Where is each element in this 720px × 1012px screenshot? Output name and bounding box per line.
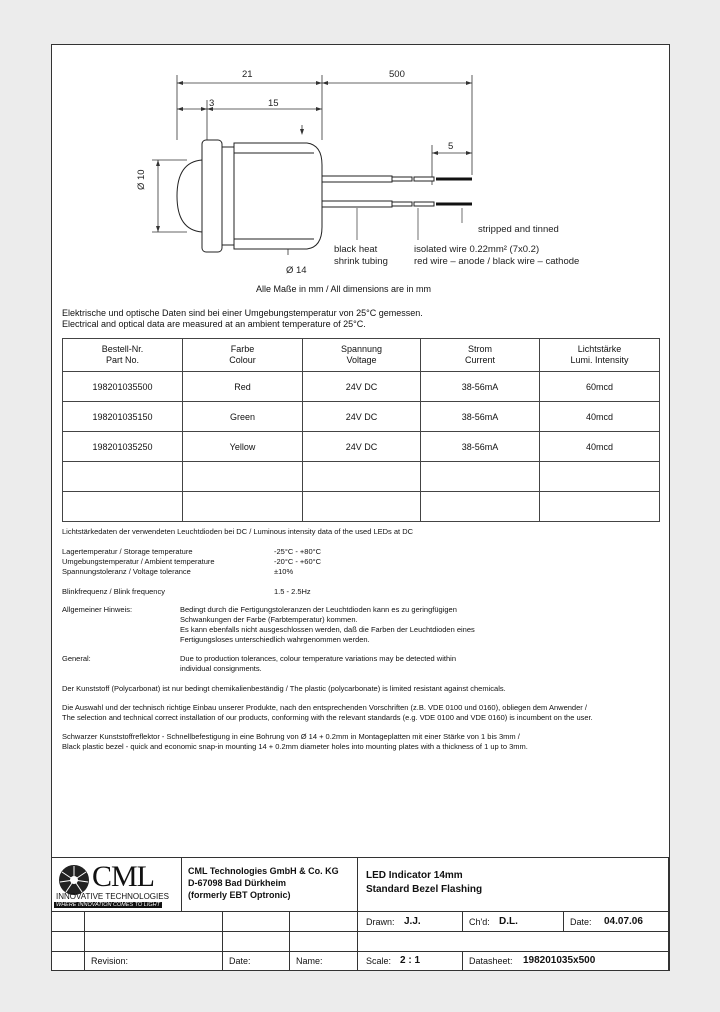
- voltage-tolerance-label: Spannungstoleranz / Voltage tolerance: [62, 567, 191, 576]
- scale-cell: [358, 952, 463, 971]
- drawn-cell: [358, 912, 463, 932]
- dim-15: 15: [268, 98, 279, 109]
- intro-de: Elektrische und optische Daten sind bei einer Umgebungstemperatur von 25°C gemessen.: [62, 308, 423, 318]
- dimensions-caption: Alle Maße in mm / All dimensions are in mm: [256, 284, 432, 294]
- label-black-heat: black heat: [334, 244, 378, 255]
- label-isolated-wire: isolated wire 0.22mm² (7x0.2): [414, 244, 540, 255]
- storage-value: -25°C - +80°C: [274, 547, 322, 556]
- table-row: [63, 402, 660, 432]
- dim-d14: Ø 14: [286, 265, 307, 276]
- cell-voltage: 24V DC: [303, 432, 421, 462]
- dim-5: 5: [448, 141, 454, 152]
- voltage-tolerance-value: ±10%: [274, 567, 294, 576]
- label-stripped: stripped and tinned: [478, 224, 559, 235]
- install-note-de: Die Auswahl und der technisch richtige Einbau unserer Produkte, nach den entsprechenden Vorschriften (z.B. VDE 0100 und 0160), obliegen dem Anwender /: [62, 703, 587, 712]
- storage-label: Lagertemperatur / Storage temperature: [62, 547, 193, 556]
- general-note-de-3: Es kann ebenfalls nicht ausgeschlossen werden, daß die Farben der Leuchtdioden eines: [180, 625, 475, 634]
- revision-cell: [85, 952, 223, 971]
- revision-date-cell: [223, 952, 290, 971]
- revision-label: Revision:: [91, 956, 129, 966]
- general-note-de-4: Fertigungsloses unterschiedlich wahrgenommen werden.: [180, 635, 370, 644]
- general-note-de-label: Allgemeiner Hinweis:: [62, 605, 133, 614]
- general-note-en-label: General:: [62, 654, 91, 663]
- date-label: Date:: [570, 917, 592, 927]
- company-former: (formerly EBT Optronic): [188, 890, 291, 900]
- company-cell: [182, 858, 358, 912]
- table-row: [63, 372, 660, 402]
- header-part-no: Bestell-Nr. Part No.: [63, 339, 183, 372]
- label-shrink-tubing: shrink tubing: [334, 256, 388, 267]
- cell-voltage: 24V DC: [303, 372, 421, 402]
- blink-value: 1.5 - 2.5Hz: [274, 587, 311, 596]
- general-note-de-1: Bedingt durch die Fertigungstoleranzen der Leuchtdioden kann es zu geringfügigen: [180, 605, 457, 614]
- date-value: 04.07.06: [604, 916, 643, 927]
- logo-tagline: WHERE INNOVATION COMES TO LIGHT: [56, 902, 161, 908]
- cell-voltage: 24V DC: [303, 402, 421, 432]
- bezel-note-en: Black plastic bezel - quick and economic snap-in mounting 14 + 0.2mm diameter holes into mounting plates with a thickness of 1 up to 3mm.: [62, 742, 528, 751]
- revision-name-cell: [290, 952, 358, 971]
- product-subtitle: Standard Bezel Flashing: [366, 884, 483, 895]
- intro-en: Electrical and optical data are measured at an ambient temperature of 25°C.: [62, 319, 366, 329]
- product-title: LED Indicator 14mm: [366, 870, 463, 881]
- general-note-en-2: individual consignments.: [180, 664, 262, 673]
- spec-table: [62, 338, 660, 522]
- datasheet-value: 198201035x500: [523, 955, 596, 966]
- bezel-note-de: Schwarzer Kunststoffreflektor - Schnellbefestigung in eine Bohrung von Ø 14 + 0.2mm in Montageplatten mit einer Stärke von 1 bis 3mm /: [62, 732, 520, 741]
- cell-intensity: 40mcd: [540, 432, 660, 462]
- logo-text: CML: [92, 860, 155, 893]
- datasheet-label: Datasheet:: [469, 956, 513, 966]
- title-cell: [358, 858, 669, 912]
- cell-current: 38-56mA: [421, 432, 540, 462]
- dim-500: 500: [389, 69, 405, 80]
- table-header-row: [63, 339, 660, 372]
- checked-cell: [463, 912, 564, 932]
- cell-current: 38-56mA: [421, 402, 540, 432]
- cell-part-no: 198201035150: [63, 402, 183, 432]
- revision-date-label: Date:: [229, 956, 251, 966]
- cell-part-no: 198201035500: [63, 372, 183, 402]
- cell-part-no: 198201035250: [63, 432, 183, 462]
- general-note-en-1: Due to production tolerances, colour temperature variations may be detected within: [180, 654, 456, 663]
- checked-value: D.L.: [499, 916, 518, 927]
- company-name: CML Technologies GmbH & Co. KG: [188, 866, 339, 876]
- cell-intensity: 60mcd: [540, 372, 660, 402]
- header-colour: Farbe Colour: [183, 339, 303, 372]
- dim-3: 3: [209, 98, 215, 109]
- header-current: Strom Current: [421, 339, 540, 372]
- header-intensity: Lichtstärke Lumi. Intensity: [540, 339, 660, 372]
- title-block: [52, 857, 669, 971]
- note-luminous: Lichtstärkedaten der verwendeten Leuchtdioden bei DC / Luminous intensity data of the used LEDs at DC: [62, 527, 414, 536]
- cell-current: 38-56mA: [421, 372, 540, 402]
- logo-cell: [52, 858, 182, 912]
- table-row: [63, 432, 660, 462]
- revision-name-label: Name:: [296, 956, 323, 966]
- plastic-note: Der Kunststoff (Polycarbonat) ist nur bedingt chemikalienbeständig / The plastic (polycarbonate) is limited resistant against chemicals.: [62, 684, 506, 693]
- ambient-label: Umgebungstemperatur / Ambient temperature: [62, 557, 215, 566]
- drawn-value: J.J.: [404, 916, 421, 927]
- checked-label: Ch'd:: [469, 917, 490, 927]
- cell-colour: Green: [183, 402, 303, 432]
- blink-label: Blinkfrequenz / Blink frequency: [62, 587, 165, 596]
- scale-value: 2 : 1: [400, 955, 421, 966]
- logo-subtitle: INNOVATIVE TECHNOLOGIES: [56, 892, 169, 901]
- drawing-sheet: [51, 44, 670, 971]
- datasheet-cell: [463, 952, 669, 971]
- table-row-empty: [63, 462, 660, 492]
- table-row-empty: [63, 492, 660, 522]
- scale-label: Scale:: [366, 956, 392, 966]
- install-note-en: The selection and technical correct installation of our products, conforming with the relevant standards (e.g. VDE 0100 and VDE 0160) is incumbent on the user.: [62, 713, 593, 722]
- company-address: D-67098 Bad Dürkheim: [188, 878, 287, 888]
- ambient-value: -20°C - +60°C: [274, 557, 322, 566]
- date-cell: [564, 912, 669, 932]
- general-note-de-2: Schwankungen der Farbe (Farbtemperatur) kommen.: [180, 615, 358, 624]
- header-voltage: Spannung Voltage: [303, 339, 421, 372]
- drawn-label: Drawn:: [366, 917, 395, 927]
- cell-colour: Red: [183, 372, 303, 402]
- dim-21: 21: [242, 69, 253, 80]
- cell-intensity: 40mcd: [540, 402, 660, 432]
- dim-d10: Ø 10: [136, 169, 147, 190]
- cell-colour: Yellow: [183, 432, 303, 462]
- label-wire-colors: red wire – anode / black wire – cathode: [414, 256, 580, 267]
